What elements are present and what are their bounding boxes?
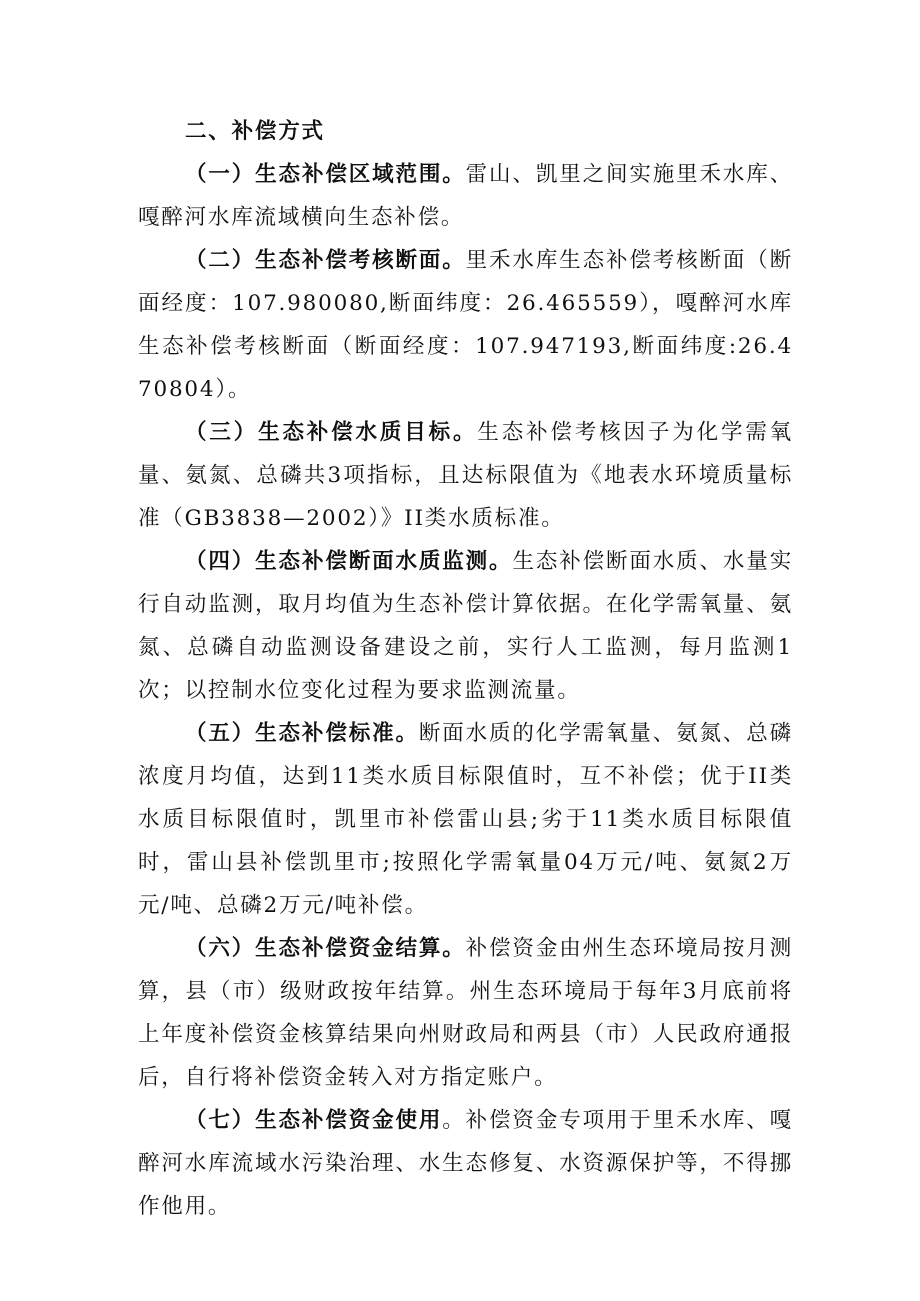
section-title: 二、补偿方式 bbox=[185, 119, 325, 144]
paragraph-heading: （五）生态补偿标准。 bbox=[185, 721, 419, 746]
paragraph-heading: （一）生态补偿区域范围。 bbox=[185, 162, 466, 187]
paragraph-heading: （三）生态补偿水质目标。 bbox=[185, 420, 478, 445]
paragraph-text: 生态补偿考核因子为化学需氧量、氨氮、总磷共3项指标，且达标限值为《地表水环境质量标准（GB3838—2002）》II类水质标准。 bbox=[138, 420, 793, 531]
paragraph-fund-usage bbox=[138, 1099, 793, 1228]
document-body bbox=[138, 110, 793, 1228]
paragraph-monitoring bbox=[138, 540, 793, 712]
paragraph-text: 生态补偿断面水质、水量实行自动监测，取月均值为生态补偿计算依据。在化学需氧量、氨氮、总磷自动监测设备建设之前，实行人工监测，每月监测1次；以控制水位变化过程为要求监测流量。 bbox=[138, 549, 794, 703]
paragraph-water-quality-target bbox=[138, 411, 793, 540]
paragraph-compensation-area bbox=[138, 153, 793, 239]
paragraph-compensation-standard bbox=[138, 712, 793, 927]
paragraph-heading: （六）生态补偿资金结算。 bbox=[185, 936, 466, 961]
paragraph-text: 雷山、凯里之间实施里禾水库、嘎醉河水库流域横向生态补偿。 bbox=[138, 162, 793, 230]
paragraph-heading: （二）生态补偿考核断面。 bbox=[185, 248, 466, 273]
paragraph-fund-settlement bbox=[138, 927, 793, 1099]
paragraph-heading: （七）生态补偿资金使用 bbox=[185, 1108, 443, 1133]
paragraph-text: 里禾水库生态补偿考核断面（断面经度：107.980080,断面纬度：26.465559），嘎醉河水库生态补偿考核断面（断面经度：107.947193,断面纬度:26.470804）。 bbox=[138, 248, 793, 402]
paragraph-assessment-section bbox=[138, 239, 793, 411]
paragraph-text: 断面水质的化学需氧量、氨氮、总磷浓度月均值，达到11类水质目标限值时，互不补偿；优于II类水质目标限值时，凯里市补偿雷山县;劣于11类水质目标限值时，雷山县补偿凯里市;按照化学需氧量04万元/吨、氨氮2万元/吨、总磷2万元/吨补偿。 bbox=[138, 721, 793, 918]
paragraph-heading: （四）生态补偿断面水质监测。 bbox=[185, 549, 513, 574]
paragraph-text: 补偿资金由州生态环境局按月测算，县（市）级财政按年结算。州生态环境局于每年3月底前将上年度补偿资金核算结果向州财政局和两县（市）人民政府通报后，自行将补偿资金转入对方指定账户。 bbox=[138, 936, 793, 1090]
paragraph-text: 。补偿资金专项用于里禾水库、嘎醉河水库流域水污染治理、水生态修复、水资源保护等，不得挪作他用。 bbox=[138, 1108, 793, 1219]
